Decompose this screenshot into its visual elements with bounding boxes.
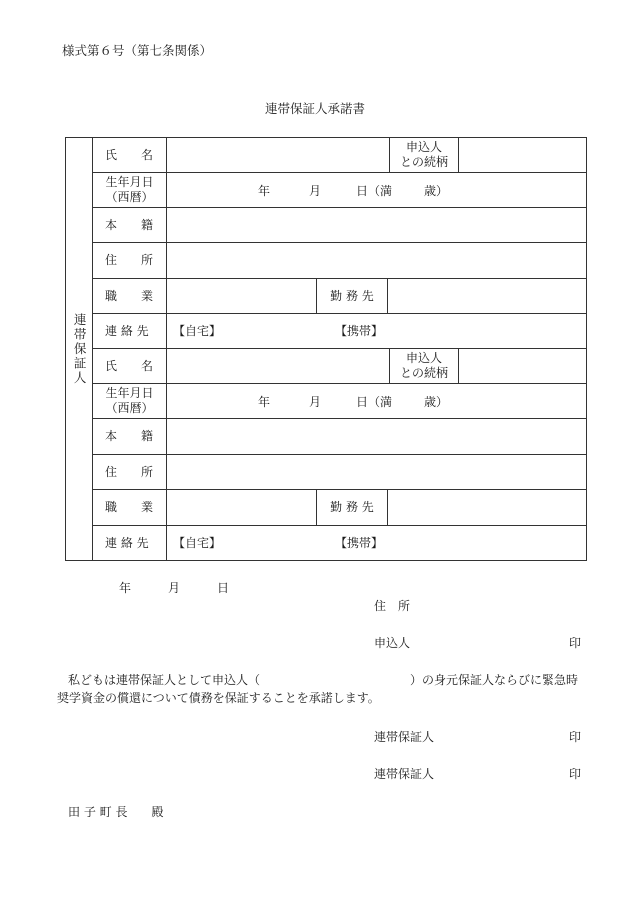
date-day-unit: 日	[217, 581, 230, 595]
guarantor-table	[65, 137, 587, 561]
job-label: 職 業	[105, 500, 154, 514]
guarantor-signature-label-1: 連帯保証人	[374, 730, 435, 744]
statement-part2: ）の身元保証人ならびに緊急時	[410, 673, 579, 687]
birth-label-line1: 生年月日	[105, 174, 154, 189]
address-field[interactable]	[167, 455, 586, 489]
honseki-label: 本 籍	[105, 217, 154, 232]
name-label: 氏 名	[105, 358, 154, 373]
job-field[interactable]	[167, 279, 316, 313]
mobile-phone-label: 【携帯】	[335, 323, 384, 338]
applicant-address-label: 住 所	[374, 599, 411, 613]
workplace-label: 勤 務 先	[330, 288, 374, 303]
honseki-field[interactable]	[167, 419, 586, 454]
relation-field[interactable]	[459, 349, 586, 383]
job-label: 職 業	[105, 288, 154, 303]
applicant-label: 申込人	[374, 636, 411, 650]
birth-month-unit: 月	[309, 184, 322, 198]
statement-part1: 私どもは連帯保証人として申込人（	[68, 673, 261, 687]
contact-label: 連 絡 先	[105, 535, 149, 550]
relation-label-line2: との続柄	[399, 365, 448, 380]
relation-field[interactable]	[459, 138, 586, 172]
birth-day-unit: 日（満	[356, 395, 393, 409]
guarantor-seal-mark-2: 印	[569, 767, 582, 781]
job-field[interactable]	[167, 490, 316, 525]
document-title: 連帯保証人承諾書	[264, 101, 365, 116]
birth-label-line2: （西暦）	[105, 189, 154, 204]
birth-label	[93, 172, 166, 207]
addressee: 田 子 町 長 殿	[68, 805, 164, 819]
birth-age-unit: 歳）	[424, 184, 449, 198]
birth-label	[93, 383, 166, 418]
relation-label	[390, 348, 458, 383]
birth-label-line2: （西暦）	[105, 400, 154, 415]
honseki-field[interactable]	[167, 208, 586, 242]
birth-year-unit: 年	[258, 395, 271, 409]
honseki-label: 本 籍	[105, 429, 154, 443]
workplace-label: 勤 務 先	[330, 500, 374, 514]
guarantor-signature-label-2: 連帯保証人	[374, 767, 435, 781]
address-label: 住 所	[105, 253, 154, 267]
birth-month-unit: 月	[309, 395, 322, 409]
contact-label: 連 絡 先	[105, 323, 149, 338]
address-field[interactable]	[167, 243, 586, 278]
relation-label-line1: 申込人	[405, 139, 442, 154]
mobile-phone-label: 【携帯】	[335, 535, 384, 550]
birth-day-unit: 日（満	[356, 184, 393, 198]
guarantor-group-label: 連帯保証人	[72, 312, 88, 386]
birth-age-unit: 歳）	[424, 395, 449, 409]
home-phone-label: 【自宅】	[173, 535, 222, 550]
relation-label-line1: 申込人	[405, 350, 442, 365]
relation-label	[390, 137, 458, 172]
home-phone-label: 【自宅】	[173, 323, 222, 338]
date-year-unit: 年	[119, 581, 132, 595]
statement-line2: 奨学資金の償還について債務を保証することを承諾します。	[57, 691, 380, 705]
applicant-name-blank[interactable]	[265, 671, 409, 689]
relation-label-line2: との続柄	[399, 154, 448, 169]
guarantor-seal-mark-1: 印	[569, 730, 582, 744]
name-label: 氏 名	[105, 147, 154, 162]
name-field[interactable]	[167, 349, 389, 383]
birth-label-line1: 生年月日	[105, 385, 154, 400]
applicant-seal-mark: 印	[569, 636, 582, 650]
address-label: 住 所	[105, 464, 154, 479]
workplace-field[interactable]	[388, 279, 586, 313]
workplace-field[interactable]	[388, 490, 586, 525]
birth-year-unit: 年	[258, 184, 271, 198]
date-month-unit: 月	[168, 581, 181, 595]
form-number: 様式第６号（第七条関係）	[62, 43, 213, 58]
name-field[interactable]	[167, 138, 389, 172]
